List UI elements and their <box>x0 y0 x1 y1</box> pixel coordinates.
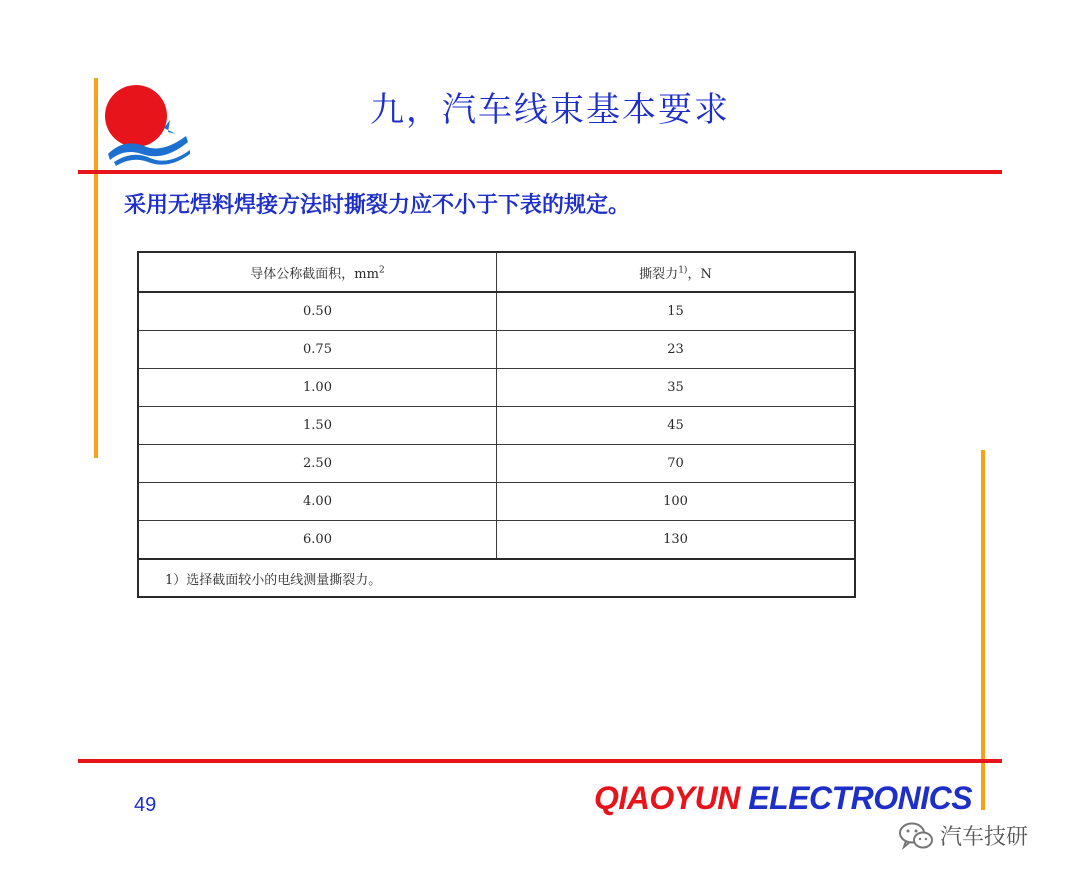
table-row <box>138 521 855 560</box>
area-cell: 4.00 <box>138 483 497 521</box>
page-number: 49 <box>134 794 157 816</box>
right-accent-bar <box>981 450 985 810</box>
force-cell: 23 <box>497 331 856 369</box>
watermark-text: 汽车技研 <box>940 825 1029 850</box>
brand-name <box>594 780 972 817</box>
table-note-row <box>138 559 855 597</box>
header-cross-section: 导体公称截面积，$mm^2$ <box>138 252 497 292</box>
table-row <box>138 331 855 369</box>
table-row <box>138 407 855 445</box>
area-cell: 1.50 <box>138 407 497 445</box>
area-cell: 6.00 <box>138 521 497 560</box>
bottom-divider <box>78 759 1002 763</box>
table-row <box>138 292 855 331</box>
table-row <box>138 445 855 483</box>
force-cell: 45 <box>497 407 856 445</box>
company-logo <box>104 80 192 166</box>
force-cell: 15 <box>497 292 856 331</box>
area-cell: 2.50 <box>138 445 497 483</box>
table-header-row <box>138 252 855 292</box>
brand-part-red: QIAOYUN <box>594 780 740 816</box>
left-accent-bar <box>94 78 98 458</box>
slide-subtitle: 采用无焊料焊接方法时撕裂力应不小于下表的规定。 <box>124 193 631 218</box>
tear-force-table <box>137 251 856 598</box>
slide-title: 九，汽车线束基本要求 <box>370 90 730 130</box>
area-cell: 1.00 <box>138 369 497 407</box>
watermark <box>898 820 1028 851</box>
header-tear-force: 撕裂力$^{1)}$，N <box>497 252 856 292</box>
force-cell: 35 <box>497 369 856 407</box>
force-cell: 130 <box>497 521 856 560</box>
top-divider <box>78 170 1002 174</box>
wechat-icon <box>898 821 934 851</box>
force-cell: 70 <box>497 445 856 483</box>
table-footnote: 1）选择截面较小的电线测量撕裂力。 <box>138 559 855 597</box>
force-cell: 100 <box>497 483 856 521</box>
area-cell: 0.75 <box>138 331 497 369</box>
brand-part-blue: ELECTRONICS <box>748 780 973 816</box>
table-row <box>138 483 855 521</box>
area-cell: 0.50 <box>138 292 497 331</box>
table-row <box>138 369 855 407</box>
